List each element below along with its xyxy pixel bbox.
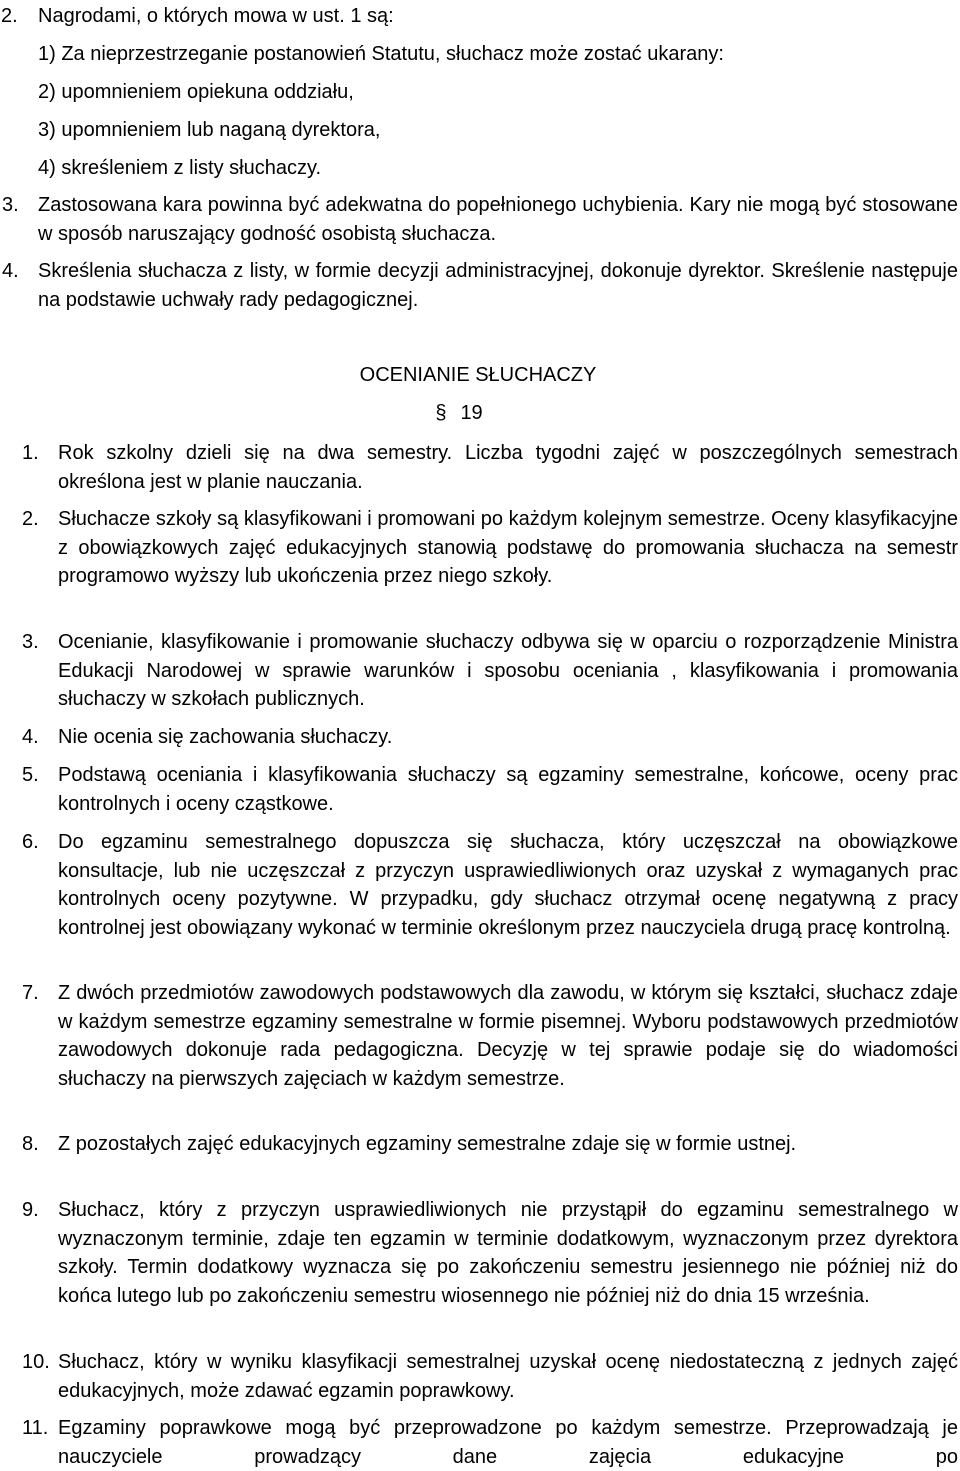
- sub-item-text: 1) Za nieprzestrzeganie postanowień Statutu, słuchacz może zostać ukarany:: [38, 43, 724, 65]
- list-item-text: Słuchacz, który w wyniku klasyfikacji semestralnej uzyskał ocenę niedostateczną z jednych zajęć edukacyjnych, może zdawać egzamin poprawkowy.: [58, 1351, 958, 1402]
- list-item: [0, 1348, 958, 1405]
- sub-item-3: [38, 116, 380, 145]
- list-item: [0, 828, 958, 942]
- list-item: [0, 761, 958, 818]
- list-item-number: 1.: [22, 442, 39, 464]
- sub-item-text: 2) upomnieniem opiekuna oddziału,: [38, 81, 354, 103]
- sub-item-4: [38, 154, 321, 183]
- list-item: [0, 1196, 958, 1310]
- list-item: [0, 505, 958, 591]
- list-item: [0, 1414, 958, 1471]
- list-item-number: 6.: [22, 831, 39, 853]
- list-item-text: Słuchacze szkoły są klasyfikowani i promowani po każdym kolejnym semestrze. Oceny klasyfikacyjne z obowiązkowych zajęć edukacyjnych stanowią podstawę do promowania słuchacza na semestr programowo wyższy lub ukończenia przez niego szkoły.: [58, 508, 958, 587]
- paragraph-3: [0, 191, 958, 248]
- list-item-text: Do egzaminu semestralnego dopuszcza się słuchacza, który uczęszczał na obowiązkowe konsultacje, lub nie uczęszczał z przyczyn usprawiedliwionych oraz uzyskał z wymaganych prac kontrolnych oceny pozytywne. W przypadku, gdy słuchacz otrzymał ocenę negatywną z pracy kontrolnej jest obowiązany wykonać w terminie określonym przez nauczyciela drugą pracę kontrolną.: [58, 831, 958, 939]
- paragraph-number: 3.: [2, 194, 19, 216]
- sub-item-text: 3) upomnieniem lub naganą dyrektora,: [38, 119, 381, 141]
- list-item-number: 11.: [22, 1417, 49, 1439]
- paragraph-2: [0, 2, 940, 31]
- list-item-number: 3.: [22, 631, 39, 653]
- list-item: [0, 979, 958, 1093]
- list-item-number: 5.: [22, 764, 39, 786]
- list-item-number: 9.: [22, 1199, 39, 1221]
- sub-item-text: 4) skreśleniem z listy słuchaczy.: [38, 157, 322, 179]
- sub-item-1: [38, 40, 724, 69]
- paragraph-symbol-line: [0, 399, 939, 428]
- list-item-text: Z pozostałych zajęć edukacyjnych egzaminy semestralne zdaje się w formie ustnej.: [58, 1133, 797, 1155]
- sub-item-2: [38, 78, 354, 107]
- list-item: [0, 439, 958, 496]
- list-item-number: 10.: [22, 1351, 50, 1373]
- paragraph-text: Zastosowana kara powinna być adekwatna do popełnionego uchybienia. Kary nie mogą być stosowane w sposób naruszający godność osobistą słuchacza.: [38, 194, 958, 245]
- list-item-text: Podstawą oceniania i klasyfikowania słuchaczy są egzaminy semestralne, końcowe, oceny prac kontrolnych i oceny cząstkowe.: [58, 764, 958, 815]
- list-item-number: 4.: [22, 726, 39, 748]
- section-heading: OCENIANIE SŁUCHACZY: [359, 364, 597, 386]
- list-item-text: Nie ocenia się zachowania słuchaczy.: [58, 726, 393, 748]
- list-item-number: 8.: [22, 1133, 39, 1155]
- paragraph-text: Nagrodami, o których mowa w ust. 1 są:: [38, 5, 394, 27]
- list-item-text: Z dwóch przedmiotów zawodowych podstawowych dla zawodu, w którym się kształci, słuchacz zdaje w każdym semestrze egzaminy semestralne w formie pisemnej. Wyboru podstawowych przedmiotów zawodowych dokonuje rada pedagogiczna. Decyzję w tej sprawie podaje się do wiadomości słuchaczy na pierwszych zajęciach w każdym semestrze.: [58, 982, 958, 1090]
- list-item-number: 2.: [22, 508, 39, 530]
- list-item: [0, 723, 958, 752]
- paragraph-sign: §: [435, 402, 447, 424]
- list-item-text: Egzaminy poprawkowe mogą być przeprowadzone po każdym semestrze. Przeprowadzają je nauczyciele prowadzący dane zajęcia edukacyjne po: [58, 1417, 958, 1468]
- paragraph-text: Skreślenia słuchacza z listy, w formie decyzji administracyjnej, dokonuje dyrektor. Skreślenie następuje na podstawie uchwały rady pedagogicznej.: [38, 260, 958, 311]
- list-item-text: Ocenianie, klasyfikowanie i promowanie słuchaczy odbywa się w oparciu o rozporządzenie Ministra Edukacji Narodowej w sprawie warunków i sposobu oceniania , klasyfikowania i promowania słuchaczy w szkołach publicznych.: [58, 631, 958, 710]
- paragraph-sign-number: 19: [460, 402, 483, 424]
- list-item-text: Słuchacz, który z przyczyn usprawiedliwionych nie przystąpił do egzaminu semestralnego w wyznaczonym terminie, zdaje ten egzamin w terminie dodatkowym, wyznaczonym przez dyrektora szkoły. Termin dodatkowy wyznacza się po zakończeniu semestru jesiennego nie później niż do końca lutego lub po zakończeniu semestru wiosennego nie później niż do dnia 15 września.: [58, 1199, 958, 1307]
- list-item: [0, 628, 958, 714]
- list-item-number: 7.: [22, 982, 39, 1004]
- paragraph-number: 2.: [1, 5, 18, 27]
- paragraph-number: 4.: [2, 260, 19, 282]
- list-item: [0, 1130, 958, 1159]
- list-item-text: Rok szkolny dzieli się na dwa semestry. Liczba tygodni zajęć w poszczególnych semestrach określona jest w planie nauczania.: [58, 442, 958, 493]
- paragraph-4: [0, 257, 958, 314]
